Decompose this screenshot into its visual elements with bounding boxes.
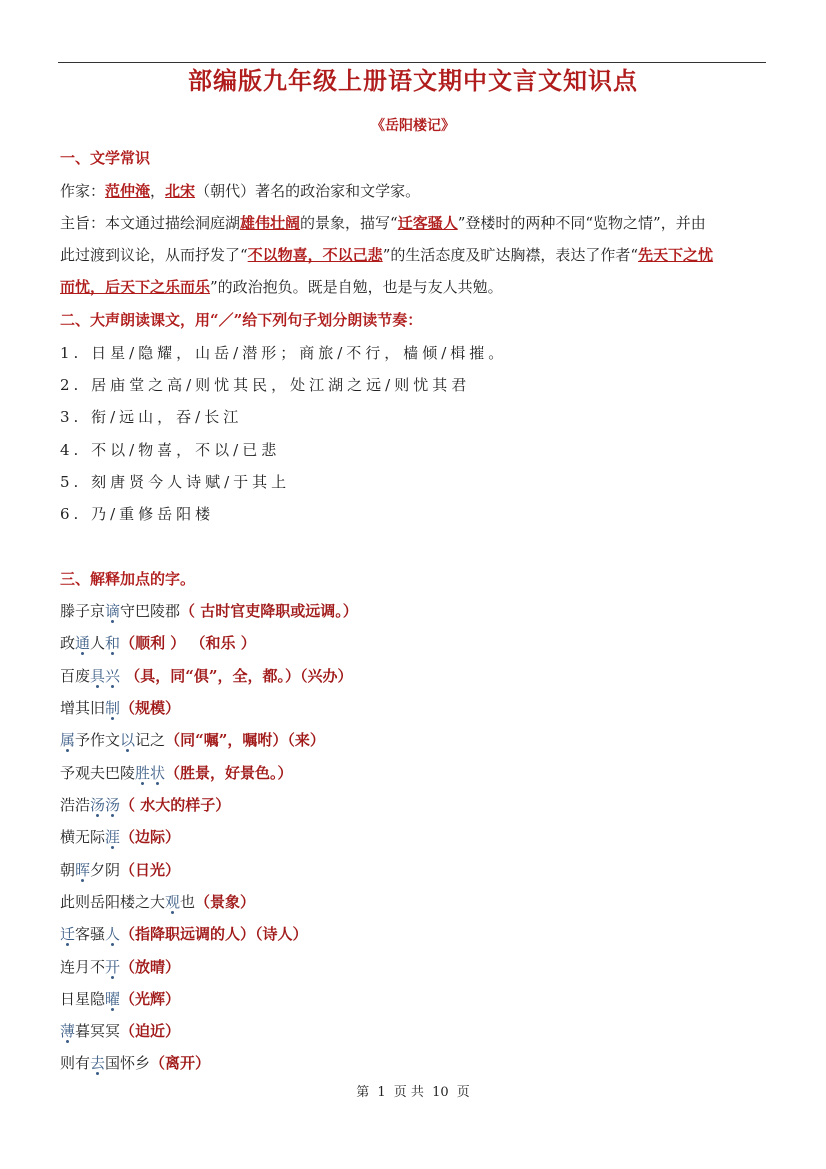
dotted-char: 具 <box>90 667 106 685</box>
author-prefix: 作家： <box>60 182 106 200</box>
dotted-char: 人 <box>105 925 121 943</box>
gloss-item: 朝晖夕阴（日光） <box>60 861 181 879</box>
gloss-item: 连月不开（放晴） <box>60 958 181 976</box>
page-title: 部编版九年级上册语文期中文言文知识点 <box>188 66 638 95</box>
gloss-item: 此则岳阳楼之大观也（景象） <box>60 893 256 911</box>
theme-text: 此过渡到议论，从而抒发了“ <box>60 246 248 264</box>
theme-text: ”的生活态度及旷达胸襟，表达了作者“ <box>382 246 639 264</box>
dotted-char: 制 <box>105 699 121 717</box>
dotted-char: 谪 <box>105 602 121 620</box>
gloss-answer: （景象） <box>195 893 256 911</box>
gloss-item: 予观夫巴陵胜状（胜景，好景色。） <box>60 764 293 782</box>
gloss-answer: （胜景，好景色。） <box>165 764 293 782</box>
gloss-item: 日星隐曜（光辉） <box>60 990 181 1008</box>
section1-heading: 一、文学常识 <box>60 149 151 167</box>
footer-label: 页 <box>456 1085 470 1100</box>
footer-label: 第 <box>356 1085 370 1100</box>
theme-text: 的景象，描写“ <box>300 214 398 232</box>
gloss-answer: （ 水大的样子） <box>120 796 231 814</box>
gloss-answer: （边际） <box>120 828 181 846</box>
gloss-answer: （指降职远调的人）（诗人） <box>120 925 308 943</box>
gloss-answer: （日光） <box>120 861 181 879</box>
gloss-item: 浩浩汤汤（ 水大的样子） <box>60 796 231 814</box>
gloss-item: 则有去国怀乡（离开） <box>60 1054 211 1072</box>
page-total: 10 <box>432 1085 449 1100</box>
theme-highlight: 雄伟壮阔 <box>240 214 301 232</box>
dotted-char: 汤 <box>105 796 121 814</box>
dotted-char: 薄 <box>60 1022 76 1040</box>
theme-text: 主旨：本文通过描绘洞庭湖 <box>60 214 241 232</box>
theme-line-2 <box>60 244 713 266</box>
gloss-answer: （放晴） <box>120 958 181 976</box>
gloss-item: 滕子京谪守巴陵郡（ 古时官吏降职或远调。） <box>60 602 358 620</box>
dotted-char: 属 <box>60 731 76 749</box>
author-suffix: （朝代）著名的政治家和文学家。 <box>195 182 421 200</box>
rhythm-item: 2. 居庙堂之高/则忧其民，处江湖之远/则忧其君 <box>60 376 471 394</box>
author-dynasty: 北宋 <box>165 182 196 200</box>
rhythm-item: 1. 日星/隐耀，山岳/潜形；商旅/不行，樯倾/楫摧。 <box>60 344 508 362</box>
gloss-answer: （规模） <box>120 699 181 717</box>
top-rule <box>58 62 766 63</box>
dotted-char: 和 <box>105 634 121 652</box>
gloss-answer: （光辉） <box>120 990 181 1008</box>
dotted-char: 状 <box>150 764 166 782</box>
theme-highlight: 先天下之忧 <box>638 246 714 264</box>
footer-label: 页 共 <box>393 1085 424 1100</box>
dotted-char: 兴 <box>105 667 121 685</box>
rhythm-item: 3. 衔/远山，吞/长江 <box>60 408 243 426</box>
gloss-item: 薄暮冥冥（迫近） <box>60 1022 181 1040</box>
gloss-item: 百废具兴 （具，同“俱”，全，都。）（兴办） <box>60 667 353 685</box>
theme-line-3 <box>60 276 503 298</box>
page-number: 1 <box>377 1085 386 1100</box>
dotted-char: 以 <box>120 731 136 749</box>
page-subtitle: 《岳阳楼记》 <box>371 118 455 134</box>
dotted-char: 曜 <box>105 990 121 1008</box>
dotted-char: 胜 <box>135 764 151 782</box>
rhythm-item: 6. 乃/重修岳阳楼 <box>60 505 215 523</box>
theme-highlight: 迁客骚人 <box>397 214 458 232</box>
page-footer <box>0 1084 826 1102</box>
gloss-item: 增其旧制（规模） <box>60 699 181 717</box>
dotted-char: 观 <box>165 893 181 911</box>
dotted-char: 晖 <box>75 861 91 879</box>
gloss-answer: （顺利 ） （和乐 ） <box>120 634 256 652</box>
author-line <box>60 180 420 202</box>
gloss-answer: （离开） <box>150 1054 211 1072</box>
gloss-answer: （同“嘱”，嘱咐）（来） <box>165 731 325 749</box>
dotted-char: 通 <box>75 634 91 652</box>
section2-heading: 二、大声朗读课文，用“／”给下列句子划分朗读节奏： <box>60 311 423 329</box>
gloss-answer: （具，同“俱”，全，都。）（兴办） <box>120 667 353 685</box>
dotted-char: 汤 <box>90 796 106 814</box>
rhythm-item: 5. 刻唐贤今人诗赋/于其上 <box>60 473 291 491</box>
gloss-item: 迁客骚人（指降职远调的人）（诗人） <box>60 925 308 943</box>
rhythm-item: 4. 不以/物喜，不以/已悲 <box>60 441 281 459</box>
theme-highlight: 不以物喜，不以己悲 <box>247 246 383 264</box>
dotted-char: 涯 <box>105 828 121 846</box>
theme-highlight: 而忧，后天下之乐而乐 <box>60 278 211 296</box>
gloss-item: 横无际涯（边际） <box>60 828 181 846</box>
theme-text: ”的政治抱负。既是自勉，也是与友人共勉。 <box>210 278 503 296</box>
theme-text: ”登楼时的两种不同“览物之情”，并由 <box>457 214 706 232</box>
gloss-item: 属予作文以记之（同“嘱”，嘱咐）（来） <box>60 731 325 749</box>
dotted-char: 迁 <box>60 925 76 943</box>
theme-line-1 <box>60 212 706 234</box>
dotted-char: 开 <box>105 958 121 976</box>
author-sep: ， <box>150 182 166 200</box>
section3-heading: 三、解释加点的字。 <box>60 570 196 588</box>
gloss-item: 政通人和（顺利 ） （和乐 ） <box>60 634 256 652</box>
author-name: 范仲淹 <box>105 182 151 200</box>
gloss-answer: （迫近） <box>120 1022 181 1040</box>
gloss-answer: （ 古时官吏降职或远调。） <box>180 602 358 620</box>
dotted-char: 去 <box>90 1054 106 1072</box>
